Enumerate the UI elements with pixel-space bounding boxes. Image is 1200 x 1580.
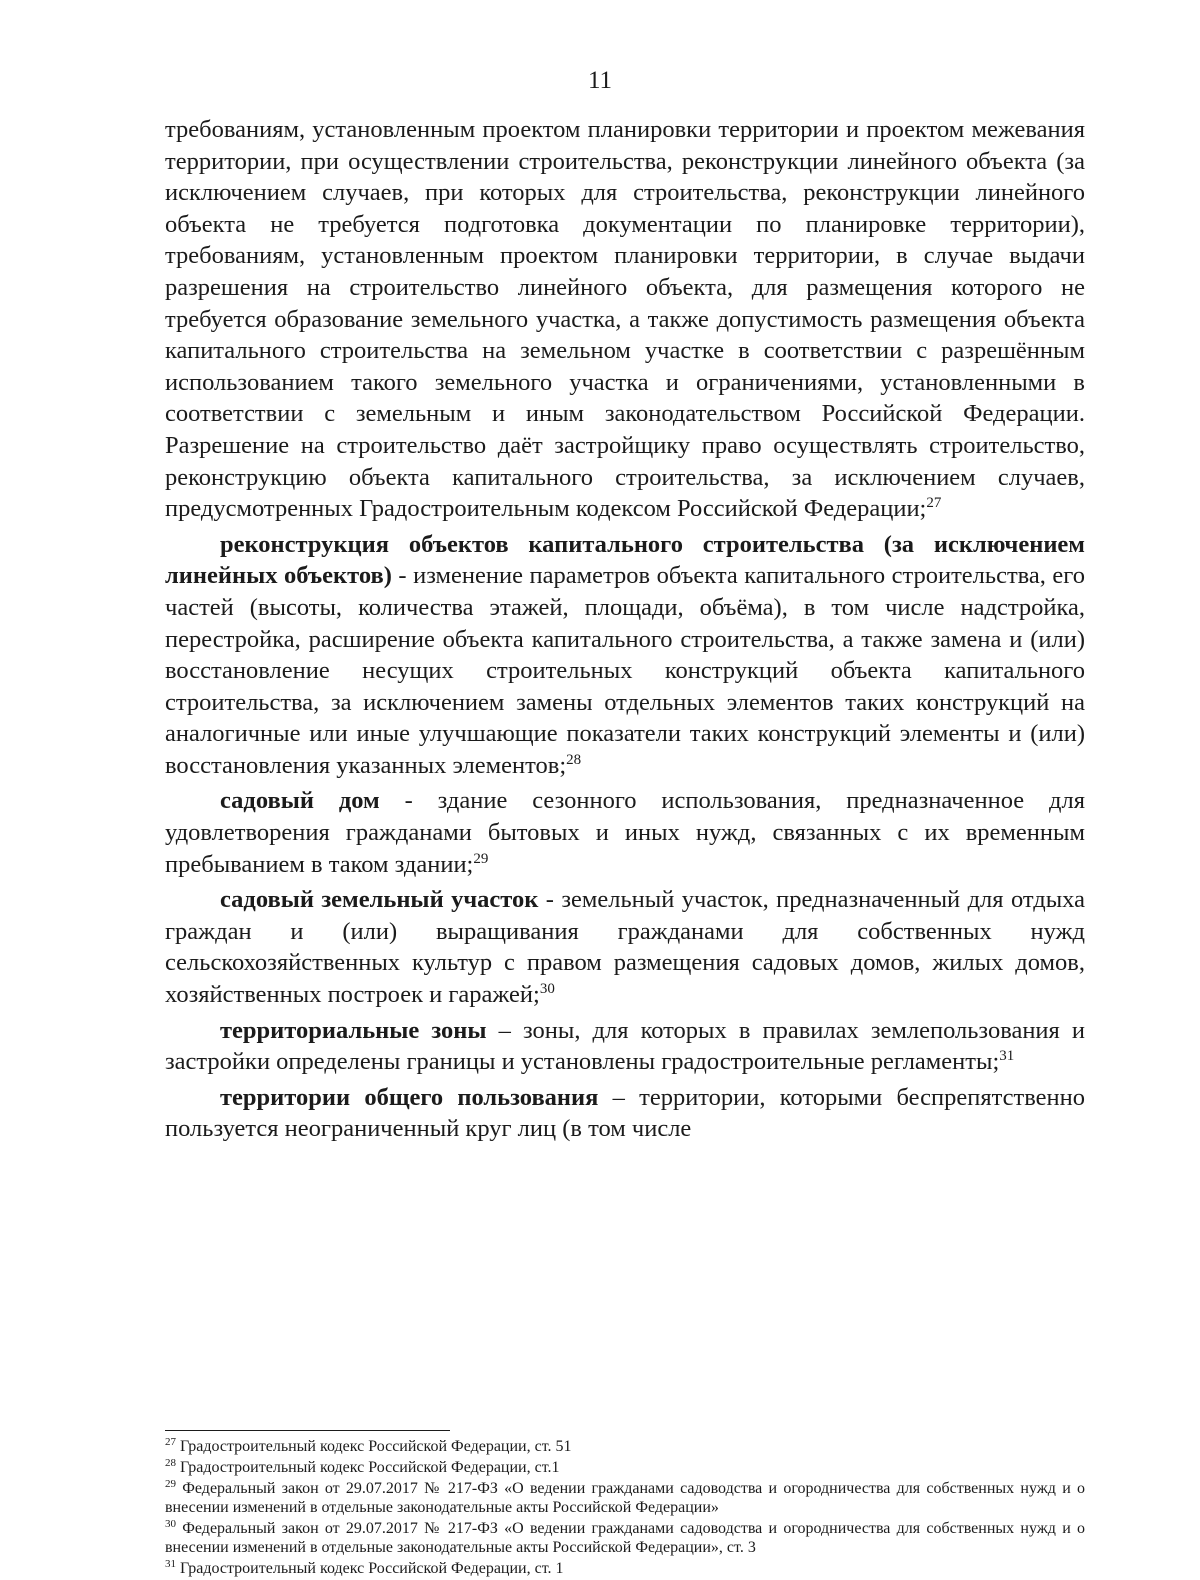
definition-term: территориальные зоны — [220, 1016, 487, 1044]
definition-term: территории общего пользования — [220, 1083, 599, 1111]
footnote — [165, 1559, 1085, 1578]
footnote-text: Градостроительный кодекс Российской Федерации, ст. 51 — [180, 1438, 572, 1455]
footnote — [165, 1479, 1085, 1517]
definition-text: изменение параметров объекта капитального строительства, его частей (высоты, количества этажей, площади, объёма), в том числе надстройка, перестройка, расширение объекта капитального строительства, а также замена и (или) восстановление несущих строительных конструкций объекта капитального строительства, за исключением замены отдельных элементов таких конструкций на аналогичные или иные улучшающие показатели таких конструкций элементы и (или) восстановления указанных элементов; — [165, 562, 1085, 779]
footnote-text: Градостроительный кодекс Российской Федерации, ст. 1 — [180, 1560, 564, 1577]
footnote-number: 31 — [165, 1558, 176, 1570]
footnote — [165, 1437, 1085, 1456]
definition-text: здание сезонного использования, предназначенное для удовлетворения гражданами бытовых и иных нужд, связанных с их временным пребыванием в таком здании; — [165, 787, 1085, 878]
definition-dash: – — [598, 1083, 640, 1111]
footnote — [165, 1458, 1085, 1477]
body-text — [165, 114, 1085, 1145]
definition-garden-house — [165, 785, 1085, 880]
footnote-ref: 31 — [999, 1048, 1015, 1065]
definition-dash: – — [486, 1016, 523, 1044]
footnote-ref: 27 — [926, 495, 942, 512]
definition-term: садовый земельный участок — [220, 886, 539, 914]
definition-text: территории, которыми беспрепятственно пользуется неограниченный круг лиц (в том числе — [165, 1083, 1085, 1143]
definition-territorial-zones — [165, 1015, 1085, 1078]
definition-text: зоны, для которых в правилах землепользования и застройки определены границы и установлены градостроительные регламенты; — [165, 1016, 1086, 1076]
footnote-separator — [165, 1430, 450, 1431]
footnote-text: Федеральный закон от 29.07.2017 № 217-ФЗ «О ведении гражданами садоводства и огородничества для собственных нужд и о внесении изменений в отдельные законодательные акты Российской Федерации», ст. 3 — [165, 1520, 1086, 1556]
definition-term: садовый дом — [220, 787, 380, 815]
definition-dash: - — [391, 562, 414, 590]
footnote-number: 29 — [165, 1478, 176, 1490]
page-number: 11 — [587, 67, 613, 94]
footnotes — [165, 1437, 1085, 1580]
paragraph-continuation — [165, 114, 1085, 525]
definition-reconstruction — [165, 529, 1085, 782]
definition-term: реконструкция объектов капитального строительства (за исключением линейных объектов) — [165, 530, 1085, 590]
paragraph-text: требованиям, установленным проектом планировки территории и проектом межевания территории, при осуществлении строительства, реконструкции линейного объекта (за исключением случаев, при которых для строительства, реконструкции линейного объекта не требуется подготовка документации по планировке территории), требованиям, установленным проектом планировки территории, в случае выдачи разрешения на строительство линейного объекта, для размещения которого не требуется образование земельного участка, а также допустимость размещения объекта капитального строительства на земельном участке в соответствии с разрешённым использованием такого земельного участка и ограничениями, установленными в соответствии с земельным и иным законодательством Российской Федерации. Разрешение на строительство даёт застройщику право осуществлять строительство, реконструкцию объекта капитального строительства, за исключением случаев, предусмотренных Градостроительным кодексом Российской Федерации; — [165, 116, 1085, 523]
definition-dash: - — [379, 787, 438, 815]
footnote-ref: 28 — [566, 751, 582, 768]
footnote — [165, 1519, 1085, 1557]
definition-text: земельный участок, предназначенный для отдыха граждан и (или) выращивания гражданами для собственных нужд сельскохозяйственных культур с правом размещения садовых домов, жилых домов, хозяйственных построек и гаражей; — [165, 886, 1085, 1009]
footnote-text: Градостроительный кодекс Российской Федерации, ст.1 — [180, 1459, 560, 1476]
definition-public-territories — [165, 1082, 1085, 1145]
footnote-number: 27 — [165, 1436, 176, 1448]
definition-garden-plot — [165, 884, 1085, 1010]
footnote-ref: 29 — [473, 850, 489, 867]
footnote-ref: 30 — [539, 981, 555, 998]
footnote-number: 30 — [165, 1518, 176, 1530]
definition-dash: - — [538, 886, 562, 914]
footnote-number: 28 — [165, 1457, 176, 1469]
footnote-text: Федеральный закон от 29.07.2017 № 217-ФЗ «О ведении гражданами садоводства и огородничества для собственных нужд и о внесении изменений в отдельные законодательные акты Российской Федерации» — [165, 1480, 1086, 1516]
